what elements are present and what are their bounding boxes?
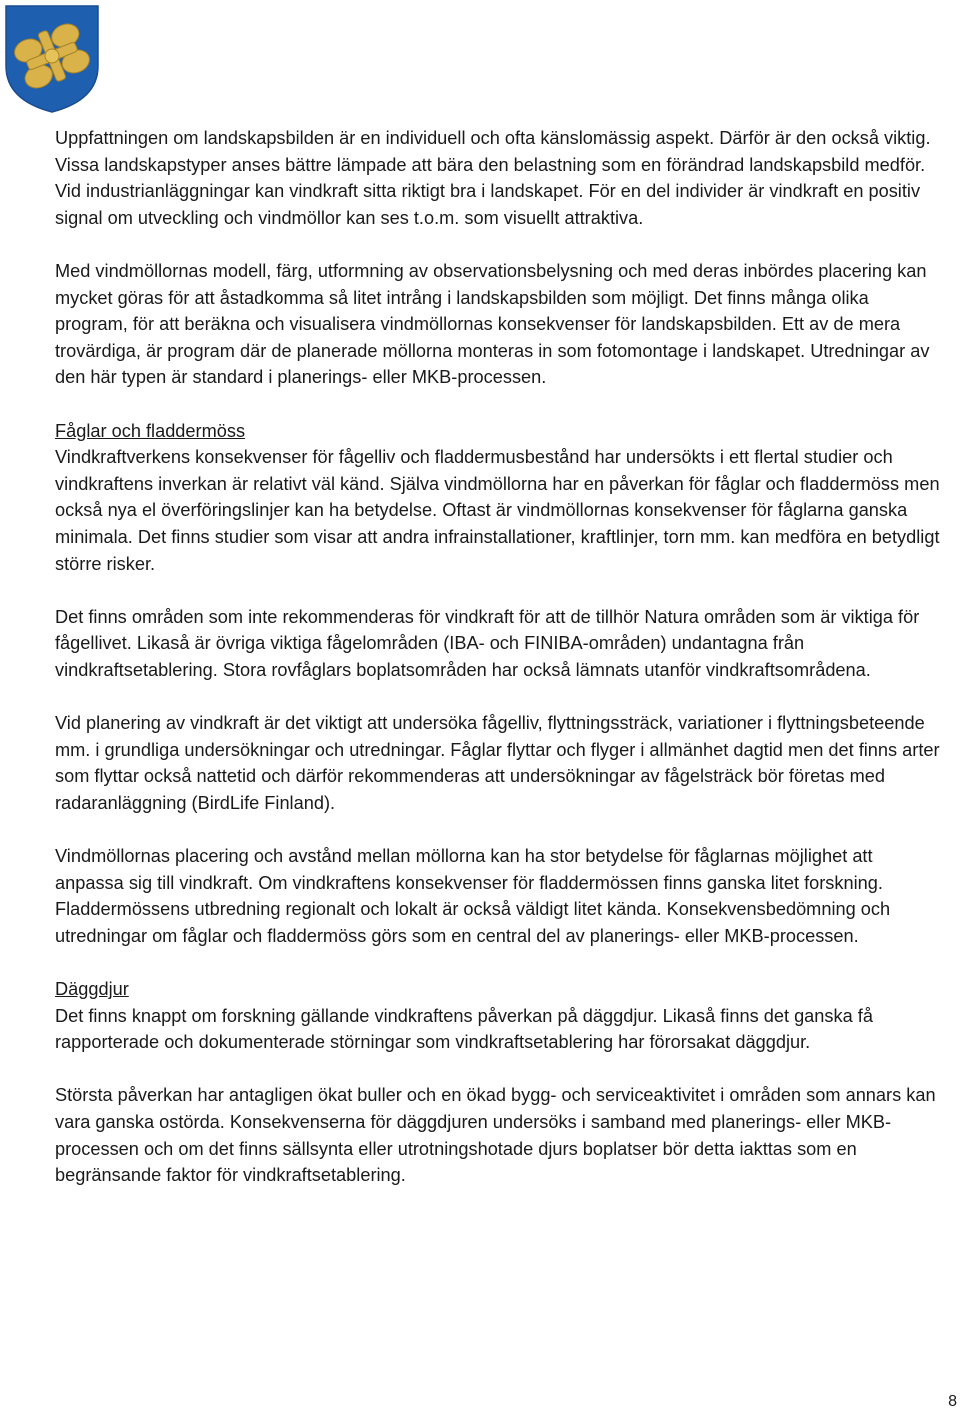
coat-of-arms-icon: [4, 4, 100, 114]
paragraph-natura-areas: Det finns områden som inte rekommenderas för vindkraft för att de tillhör Natura områden som är viktiga för fågellivet. Likaså är övriga viktiga fågelområden (IBA- och FINIBA-områden) undantagna från vindkraftsetablering. Stora rovfåglars boplatsområden har också lämnats utanför vindkraftsområdena.: [55, 606, 920, 680]
page-number: 8: [948, 1393, 957, 1410]
section-birds-bats: [55, 418, 940, 578]
document-body: [55, 125, 940, 1215]
paragraph-mammals-impact: Största påverkan har antagligen ökat buller och en ökad bygg- och serviceaktivitet i områden som annars kan vara ganska ostörda. Konsekvenserna för däggdjuren undersöks i samband med planerings- eller MKB-processen och om det finns sällsynta eller utrotningshotade djurs boplatser bör detta iakttas som en begränsande faktor för vindkraftsetablering.: [55, 1085, 936, 1186]
section-mammals: [55, 976, 940, 1056]
section-heading-birds-bats: Fåglar och fladdermöss: [55, 420, 246, 441]
paragraph-mammals-intro: Det finns knappt om forskning gällande vindkraftens påverkan på däggdjur. Likaså finns det ganska få rapporterade och dokumenterade störningar som vindkraftsetablering har förorsakat däggdjur.: [55, 1005, 873, 1053]
paragraph-birds-bats-intro: Vindkraftverkens konsekvenser för fågelliv och fladdermusbestånd har undersökts i ett flertal studier och vindkraftens inverkan är relativt väl känd. Själva vindmöllorna har en påverkan för fåglar och fladdermöss men också nya el överföringslinjer kan ha betydelse. Oftast är vindmöllornas konsekvenser för fåglarna ganska minimala. Det finns studier som visar att andra infrainstallationer, kraftlinjer, torn mm. kan medföra en betydligt större risker.: [55, 447, 940, 574]
paragraph-landscape-perception: Uppfattningen om landskapsbilden är en individuell och ofta känslomässig aspekt. Därför är den också viktig. Vissa landskapstyper anses bättre lämpade att bära den belastning som en förändrad landskapsbild medför. Vid industrianläggningar kan vindkraft sitta riktigt bra i landskapet. För en del individer är vindkraft en positiv signal om utveckling och vindmöllor kan ses t.o.m. som visuellt attraktiva.: [55, 128, 931, 228]
paragraph-landscape-design: Med vindmöllornas modell, färg, utformning av observationsbelysning och med deras inbördes placering kan mycket göras för att åstadkomma så litet intrång i landskapsbilden som möjligt. Det finns många olika program, för att beräkna och visualisera vindmöllornas konsekvenser för landskapsbilden. Ett av de mera trovärdiga, är program där de planerade möllorna monteras in som fotomontage i landskapet. Utredningar av den här typen är standard i planerings- eller MKB-processen.: [55, 260, 930, 388]
paragraph-bat-research: Vindmöllornas placering och avstånd mellan möllorna kan ha stor betydelse för fåglarnas möjlighet att anpassa sig till vindkraft. Om vindkraftens konsekvenser för fladdermössen finns ganska litet forskning. Fladdermössens utbredning regionalt och lokalt är också väldigt litet kända. Konsekvensbedömning och utredningar om fåglar och fladdermöss görs som en central del av planerings- eller MKB-processen.: [55, 846, 891, 946]
section-heading-mammals: Däggdjur: [55, 979, 129, 999]
paragraph-bird-surveys: Vid planering av vindkraft är det viktigt att undersöka fågelliv, flyttningssträck, variationer i flyttningsbeteende mm. i grundliga undersökningar och utredningar. Fåglar flyttar och flyger i allmänhet dagtid men det finns arter som flyttar också nattetid och därför rekommenderas att undersökningar av fågelsträck bör företas med radaranläggning (BirdLife Finland).: [55, 713, 940, 813]
